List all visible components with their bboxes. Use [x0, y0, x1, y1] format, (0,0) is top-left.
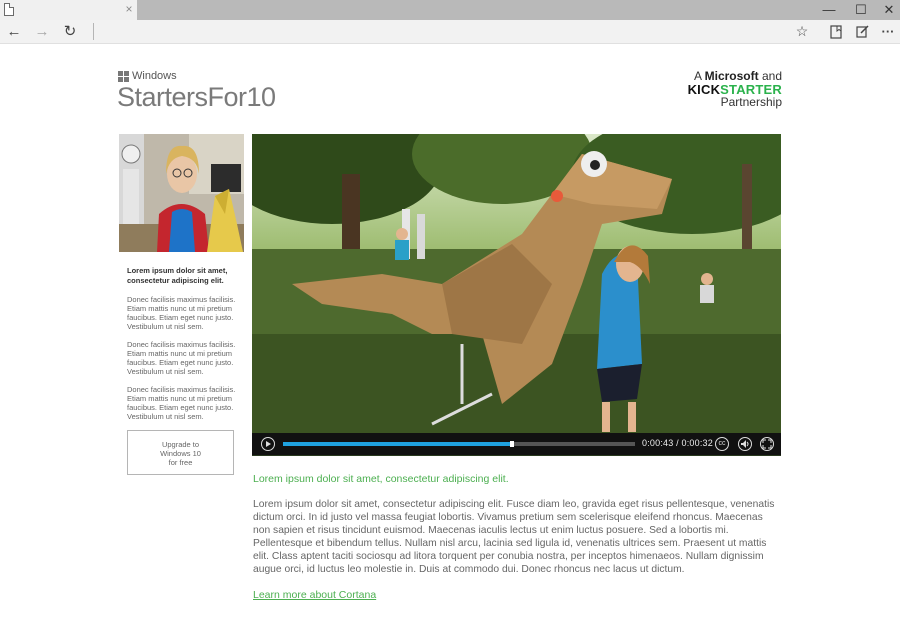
- partner-line3: Partnership: [720, 95, 782, 109]
- content-body: Lorem ipsum dolor sit amet, consectetur adipiscing elit. Fusce diam leo, gravida eget risus pellentesque, venenatis dictum orci. In id justo vel massa feugiat lobortis. Vivamus pretium sem scelerisque eleifend rhoncus. Maecenas non sapien et risus tincidunt euismod. Maecenas iaculis lectus ut enim luctus posuere. Sed a lobortis mi. Pellentesque et bibendum tellus. Nullam nisl arcu, lacinia sed ligula id, venenatis ultrices sem. Praesent ut mattis elit. Class aptent taciti sociosqu ad litora torquent per conubia nostra, per inceptos himenaeos. Nullam dignissim augue orci, id luctus leo molestie in. Duis at commodo dui. Donec rhoncus nec lacus ut dictum.: [253, 499, 775, 575]
- closed-captions-icon[interactable]: cc: [715, 437, 729, 451]
- sidebar-paragraph: Donec facilisis maximus facilisis. Etiam mattis nunc ut mi pretium faucibus. Etiam eget nunc justo. Vestibulum ut nisl sem.: [127, 385, 236, 421]
- more-options-icon[interactable]: ···: [881, 24, 895, 39]
- progress-thumb[interactable]: [510, 441, 514, 447]
- learn-more-link[interactable]: Learn more about Cortana: [253, 589, 377, 601]
- maximize-button[interactable]: ☐: [855, 2, 867, 17]
- web-note-icon[interactable]: [851, 22, 873, 42]
- divider: [93, 23, 94, 40]
- favorite-star-icon[interactable]: ☆: [795, 23, 809, 39]
- page-icon: [4, 3, 14, 16]
- profile-photo: [119, 134, 244, 252]
- sidebar-heading: Lorem ipsum dolor sit amet, consectetur adipiscing elit.: [127, 266, 228, 285]
- close-window-button[interactable]: ✕: [883, 2, 895, 17]
- tab-bar: [0, 0, 900, 20]
- play-icon[interactable]: [261, 437, 275, 451]
- progress-bar[interactable]: [283, 442, 635, 446]
- partnership-logo: [640, 70, 782, 109]
- windows-logo: [118, 70, 177, 82]
- minimize-button[interactable]: —: [822, 2, 836, 17]
- video-controls: [252, 433, 781, 455]
- partner-line1: A Microsoft and: [693, 69, 782, 83]
- kickstarter-logo: KICKSTARTER: [687, 82, 782, 97]
- progress-fill: [283, 442, 512, 446]
- volume-icon[interactable]: [738, 437, 752, 451]
- tab-close-icon[interactable]: ×: [125, 2, 133, 16]
- forward-icon[interactable]: →: [34, 23, 50, 40]
- video-frame: [252, 134, 781, 434]
- sidebar-paragraph: Donec facilisis maximus facilisis. Etiam mattis nunc ut mi pretium faucibus. Etiam eget nunc justo. Vestibulum ut nisl sem.: [127, 340, 236, 376]
- sidebar-paragraph: Donec facilisis maximus facilisis. Etiam mattis nunc ut mi pretium faucibus. Etiam eget nunc justo. Vestibulum ut nisl sem.: [127, 295, 236, 331]
- windows-flag-icon: [118, 71, 129, 82]
- back-icon[interactable]: ←: [6, 23, 22, 40]
- upgrade-button[interactable]: Upgrade to Windows 10 for free: [127, 430, 234, 475]
- time-display: 0:00:43 / 0:00:32: [642, 438, 713, 448]
- browser-tab[interactable]: [0, 0, 137, 20]
- content-headline: Lorem ipsum dolor sit amet, consectetur adipiscing elit.: [253, 473, 509, 485]
- fullscreen-icon[interactable]: [760, 437, 774, 451]
- navigation-bar: [0, 20, 900, 44]
- windows-logo-text: Windows: [132, 70, 177, 82]
- refresh-icon[interactable]: ↻: [63, 23, 77, 40]
- address-bar-input[interactable]: [100, 22, 780, 42]
- reading-list-icon[interactable]: [825, 22, 847, 42]
- video-player[interactable]: [252, 134, 781, 456]
- sidebar-text: [127, 266, 239, 430]
- starters-for-10-logo: StartersFor10: [117, 82, 276, 112]
